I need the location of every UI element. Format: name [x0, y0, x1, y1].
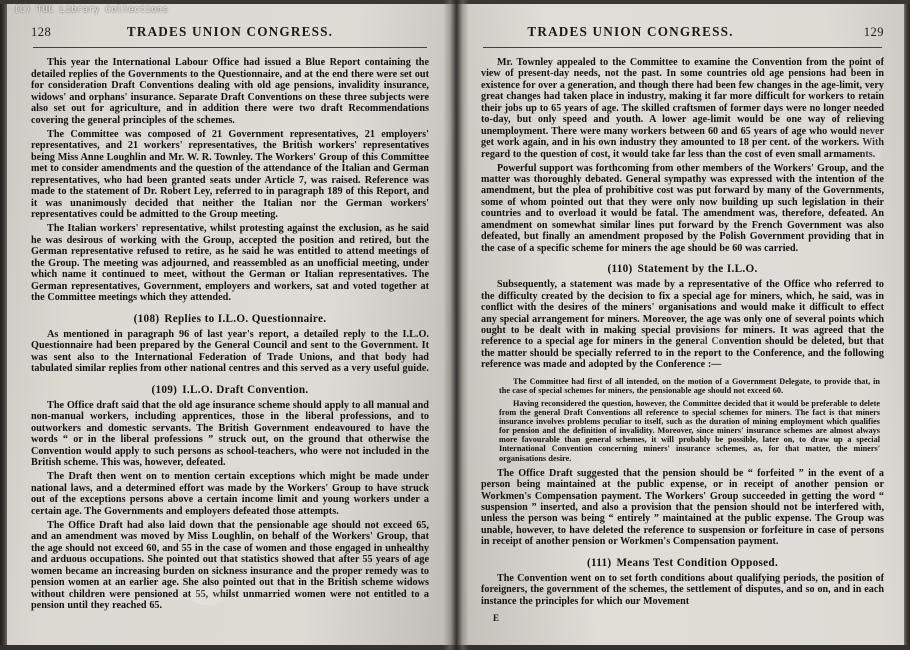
- book-left-edge: [0, 0, 7, 650]
- quote-paragraph: The Committee had first of all intended, on the motion of a Government Delegate, to provide that, in the case of special schemes for miners, the pensionable age should not exceed 60.: [499, 376, 880, 395]
- paragraph: The Draft then went on to mention certain exceptions which might be made under national laws, and a determined effort was made by the Workers' Group to have struck out of the exceptions persons above a certain income limit and young workers under a certain age. The Governments and employers defeated those attempts.: [31, 471, 429, 517]
- paragraph: The Committee was composed of 21 Government representatives, 21 employers' representatives, and 21 workers' representatives, the British workers' representatives being Miss Anne Loughlin and Mr. W. R. Townley. The Workers' Group of this Committee met to consider amendments and the question of the attendance of the Italian and German representatives, who had been granted seats under Article 7, was raised. Reference was made to the statement of Dr. Robert Ley, referred to in paragraph 189 of this Report, and it was unanimously decided that neither the Italian nor the German workers' representatives could be admitted to the Group meeting.: [31, 128, 429, 220]
- section-title: Replies to I.L.O. Questionnaire.: [164, 312, 327, 325]
- section-number: (108): [133, 312, 160, 325]
- paragraph: Mr. Townley appealed to the Committee to examine the Convention from the point of view of present-day needs, not the past. In some countries old age pensions had been in existence for over a generation, and though there had been few changes in the age-limit, very great changes had taken place in industry, making it far more difficult for workers to retain their jobs up to 65 years of age. The skilled craftsmen of former days were no longer needed to-day, but only speed and youth. A lower age-limit would be one way of relieving unemployment. There were many workers between 60 and 65 years of age who would never get work again, and in his own industry they amounted to 18 per cent. of the workers. With regard to the question of cost, it would take far less than the cost of even small armaments.: [481, 57, 884, 160]
- section-number: (111): [586, 556, 612, 569]
- paragraph: The Office Draft suggested that the pension should be “ forfeited ” in the event of a person being maintained at the public expense, or in receipt of another pension or Workmen's Compensation payment. The Workers' Group succeeded in getting the word “ suspension ” inserted, and also a provision that the pension should not be interfered with, unless the person was being “ entirely ” maintained at the public expense. The Group was unable, however, to have deleted the reference to suspension or forfeiture in case of persons in receipt of another pension or Workmen's Compensation payment.: [481, 467, 884, 548]
- right-page-running-head: [481, 24, 884, 42]
- section-heading-109: [31, 384, 429, 397]
- left-page-folio: 128: [31, 25, 52, 39]
- section-number: (110): [607, 263, 633, 276]
- left-page: [7, 4, 451, 645]
- left-page-header-rule: [33, 47, 427, 48]
- section-title: I.L.O. Draft Convention.: [182, 383, 309, 396]
- quote-paragraph: Having reconsidered the question, however, the Committee decided that it would be preferable to delete from the general Draft Conventions all reference to special schemes for miners. The fact is that miners insurance involves problems peculiar to itself, such as the duration of mining employment which qualifies for pension and the definition of invalidity. Moreover, since miners' insurance schemes are almost always more favourable than general schemes, it will probably be possible, later on, to draw up a special International Convention concerning miners' insurance schemes, as, for that matter, the miners' organisations desire.: [499, 399, 880, 463]
- paragraph: The Office Draft had also laid down that the pensionable age should not exceed 65, and an amendment was moved by Miss Loughlin, on behalf of the Workers' Group, that the age should not exceed 60, and 55 in the case of women and those engaged in unhealthy and arduous occupations. She pointed out that statistics showed that after 55 years of age women became an increasing burden on sickness insurance and the proper remedy was to pension women at an earlier age. She also pointed out that in the British scheme widows without children were pensioned at 55, whilst unmarried women were not entitled to a pension until they reached 65.: [31, 519, 429, 611]
- section-number: (109): [151, 383, 178, 396]
- section-title: Statement by the I.L.O.: [637, 263, 758, 276]
- paragraph: The Office draft said that the old age insurance scheme should apply to all manual and non-manual workers, including apprentices, those in the liberal professions, and to outworkers and domestic servants. The British Government endeavoured to have the words “ or in the liberal professions ” struck out, on the ground that otherwise the Convention would apply to such persons as school-teachers, who were not included in the British scheme. This was, however, defeated.: [31, 399, 429, 468]
- quoted-extract: [499, 377, 884, 463]
- paragraph: Powerful support was forthcoming from other members of the Workers' Group, and the matter was thoroughly debated. General sympathy was expressed with the intention of the amendment, but the plea of prohibitive cost was put forward by many of the Governments, some of whom pointed out that they were only now building up such legislation in their countries and to overload it would be fatal. The amendment was, therefore, defeated. An amendment on somewhat similar lines put forward by the French Government was also defeated, but finally an amendment proposed by the Polish Government providing that in the case of a specific scheme for miners the age should be 60 was carried.: [481, 162, 884, 254]
- signature-mark: E: [493, 613, 502, 624]
- library-watermark: (C) TUC Library Collections: [14, 5, 169, 15]
- paragraph: This year the International Labour Office had issued a Blue Report containing the detailed replies of the Governments to the Questionnaire, and at the end there were set out for consideration Draft Conventions dealing with old age pensions, invalidity insurance, widows' and orphans' insurance. Separate Draft Conventions on these three subjects were also set out for agriculture, and in addition there were two draft Recommendations covering the general principles of the schemes.: [31, 57, 429, 126]
- section-heading-108: [31, 313, 429, 326]
- paragraph: As mentioned in paragraph 96 of last year's report, a detailed reply to the I.L.O. Questionnaire had been prepared by the General Council and sent to the Government. It was sent also to the International Federation of Trade Unions, and that body had tabulated similar replies from other national centres and this served as a very useful guide.: [31, 328, 429, 374]
- paragraph: The Italian workers' representative, whilst protesting against the exclusion, as he said he was desirous of working with the Group, accepted the position and retired, but the German representative refused to retire, as he said he was entitled to attend meetings of the Group. The meeting was adjourned, and reassembled as an unofficial meeting, under which name it continued to meet, without the German or Italian representatives. The German representatives, Government, employers and workers, sat and voted together at the Committee meetings which they attended.: [31, 223, 429, 303]
- section-heading-111: [481, 557, 884, 570]
- section-title: Means Test Condition Opposed.: [616, 556, 779, 569]
- right-page: [459, 4, 904, 645]
- right-page-folio: 129: [863, 25, 884, 39]
- paragraph: The Convention went on to set forth conditions about qualifying periods, the position of foreigners, the government of the schemes, the settlement of disputes, and so on, and in each instance the principles for which our Movement: [481, 572, 884, 607]
- section-heading-110: [481, 263, 884, 276]
- right-page-body: [481, 57, 884, 625]
- left-page-running-head: [31, 24, 429, 42]
- right-page-title: TRADES UNION CONGRESS.: [527, 24, 734, 39]
- paragraph: Subsequently, a statement was made by a representative of the Office who referred to the difficulty created by the decision to fix a special age for miners, which, he said, was in conflict with the desires of the miners' organisations and would make it difficult to effect any special arrangement for miners. Moreover, the age was only one of several points which ought to be dealt with in making special provisions for miners. It was agreed that the reference to a special age for miners in the general Convention should be deleted, but that the matter should be specially referred to in the report to the Conference, and the following reference was made and adopted by the Conference :—: [481, 279, 884, 371]
- book-right-edge: [904, 0, 910, 650]
- left-page-body: [31, 57, 429, 612]
- left-page-title: TRADES UNION CONGRESS.: [126, 24, 334, 39]
- book-bottom-edge: [0, 645, 910, 650]
- right-page-header-rule: [483, 47, 882, 48]
